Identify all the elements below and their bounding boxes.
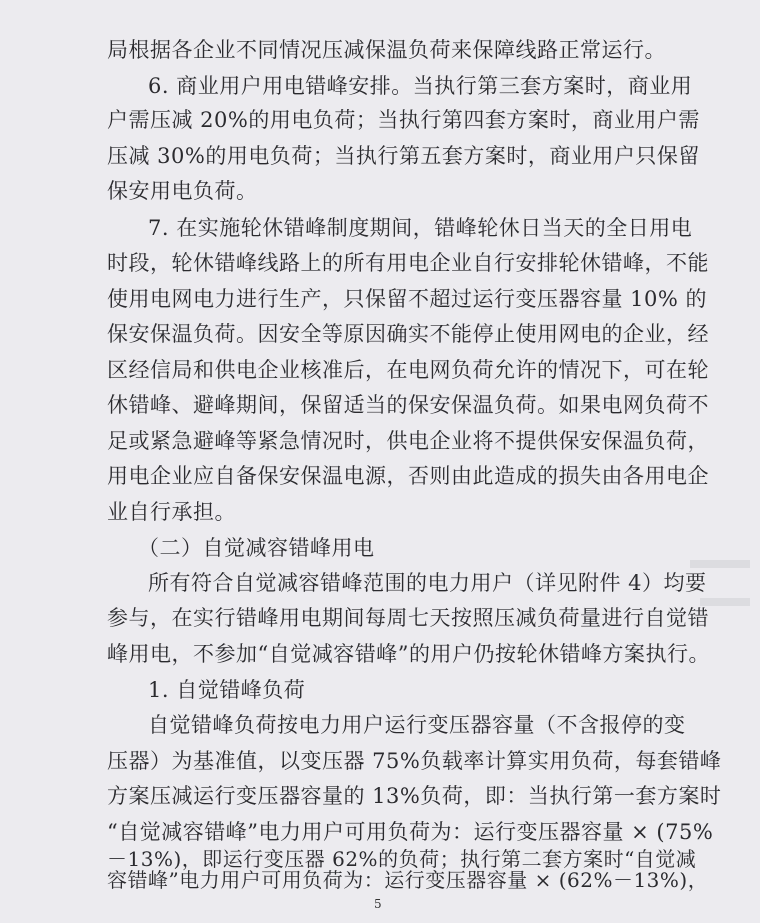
text-line-14: 业自行承担。 <box>107 500 236 524</box>
text-line-20: 自觉错峰负荷按电力用户运行变压器容量（不含报停的变 <box>148 713 686 737</box>
text-line-11: 休错峰、避峰期间，保留适当的保安保温负荷。如果电网负荷不 <box>107 393 709 417</box>
show-through-mark <box>700 598 750 606</box>
text-line-8: 使用电网电力进行生产，只保留不超过运行变压器容量 10% 的 <box>107 287 708 311</box>
text-line-10: 区经信局和供电企业核准后，在电网负荷允许的情况下，可在轮 <box>107 358 709 382</box>
text-line-2: 6. 商业用户用电错峰安排。当执行第三套方案时，商业用 <box>148 74 693 98</box>
text-line-23: “自觉减容错峰”电力用户可用负荷为：运行变压器容量 × (75% <box>107 820 714 844</box>
text-line-6: 7. 在实施轮休错峰制度期间，错峰轮休日当天的全日用电 <box>148 216 693 240</box>
text-line-12: 足或紧急避峰等紧急情况时，供电企业将不提供保安保温负荷， <box>107 429 709 453</box>
text-line-13: 用电企业应自备保安保温电源，否则由此造成的损失由各用电企 <box>107 464 709 488</box>
text-line-21: 压器）为基准值，以变压器 75%负载率计算实用负荷，每套错峰 <box>107 749 722 773</box>
text-line-7: 时段，轮休错峰线路上的所有用电企业自行安排轮休错峰，不能 <box>107 251 709 275</box>
text-line-5: 保安用电负荷。 <box>107 179 258 203</box>
show-through-mark <box>690 560 750 568</box>
text-line-25: 容错峰”电力用户可用负荷为：运行变压器容量 × (62%－13%)， <box>107 868 709 892</box>
text-line-16: 所有符合自觉减容错峰范围的电力用户（详见附件 4）均要 <box>148 571 707 595</box>
section-heading: （二）自觉减容错峰用电 <box>138 536 375 560</box>
text-line-17: 参与，在实行错峰用电期间每周七天按照压减负荷量进行自觉错 <box>107 606 709 630</box>
text-line-18: 峰用电，不参加“自觉减容错峰”的用户仍按轮休错峰方案执行。 <box>107 642 710 666</box>
text-line-3: 户需压减 20%的用电负荷；当执行第四套方案时，商业用户需 <box>107 108 700 132</box>
text-line-4: 压减 30%的用电负荷；当执行第五套方案时，商业用户只保留 <box>107 144 700 168</box>
text-line-24: －13%)，即运行变压器 62%的负荷；执行第二套方案时“自觉减 <box>107 847 697 871</box>
text-line-9: 保安保温负荷。因安全等原因确实不能停止使用网电的企业，经 <box>107 322 709 346</box>
text-line-1: 局根据各企业不同情况压减保温负荷来保障线路正常运行。 <box>107 38 666 62</box>
text-line-22: 方案压减运行变压器容量的 13%负荷，即：当执行第一套方案时 <box>107 784 722 808</box>
subheading: 1. 自觉错峰负荷 <box>148 678 306 702</box>
page-number: 5 <box>374 897 382 911</box>
